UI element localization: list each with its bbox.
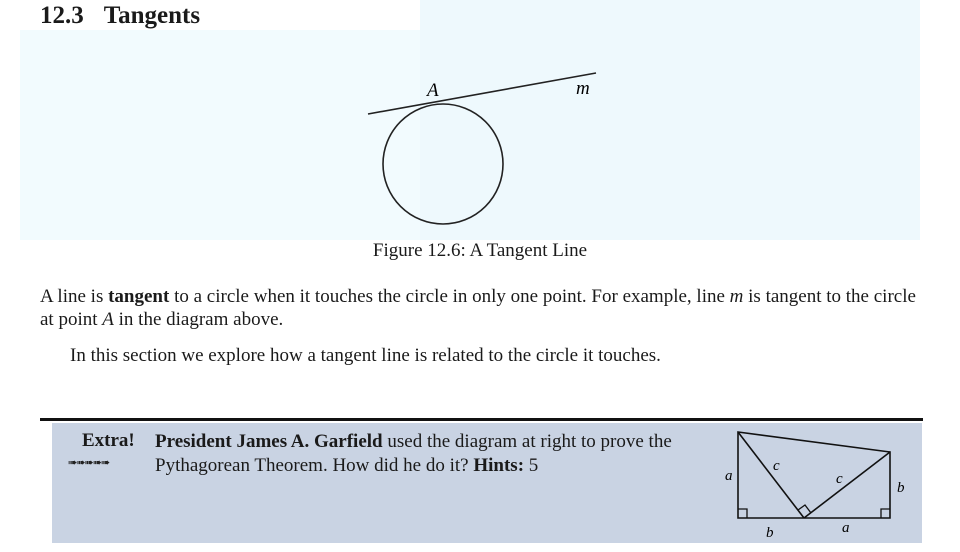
text-run: to a circle when it touches the circle in only one point. For example, line — [169, 286, 730, 307]
section-title: Tangents — [103, 2, 201, 29]
circle — [383, 104, 503, 224]
line-ref: m — [729, 286, 744, 307]
trapezoid — [738, 432, 890, 518]
label-a-left: a — [725, 468, 733, 484]
label-c-upper: c — [773, 458, 780, 474]
section-heading — [40, 2, 200, 30]
right-angle-right — [881, 509, 890, 518]
text-run: used the diagram at right to prove the Pythagorean Theorem. How did he do it? — [155, 431, 672, 476]
point-label-a: A — [427, 80, 439, 101]
right-angle-left — [738, 509, 747, 518]
extra-label: Extra! — [82, 430, 135, 451]
paragraph-intro: In this section we explore how a tangent line is related to the circle it touches. — [70, 345, 661, 366]
garfield-name: President James A. Garfield — [155, 431, 383, 452]
section-number: 12.3 — [40, 2, 84, 29]
hyp-right — [804, 452, 890, 518]
point-ref: A — [102, 309, 114, 330]
tangent-figure — [360, 70, 610, 230]
text-run: A line is — [40, 286, 109, 307]
hyp-left — [738, 432, 804, 518]
label-b-right: b — [897, 480, 905, 496]
figure-caption: Figure 12.6: A Tangent Line — [372, 240, 588, 261]
hints-value: 5 — [524, 455, 539, 476]
garfield-trapezoid-diagram — [718, 428, 918, 542]
line-label-m: m — [576, 78, 590, 99]
term-tangent: tangent — [108, 286, 170, 307]
hints-label: Hints: — [473, 455, 525, 476]
text-run: in the diagram above. — [113, 309, 284, 330]
text-run: is tangent to the circle at point — [40, 286, 916, 330]
label-b-bottom: b — [766, 525, 774, 541]
label-c-right: c — [836, 471, 843, 487]
arrows-icon: ➠➠➠➠➠ — [68, 457, 110, 469]
extra-text — [155, 430, 715, 478]
tangent-line-m — [368, 73, 596, 114]
label-a-bottom: a — [842, 520, 850, 536]
divider — [40, 418, 923, 421]
paragraph-definition — [40, 285, 930, 331]
